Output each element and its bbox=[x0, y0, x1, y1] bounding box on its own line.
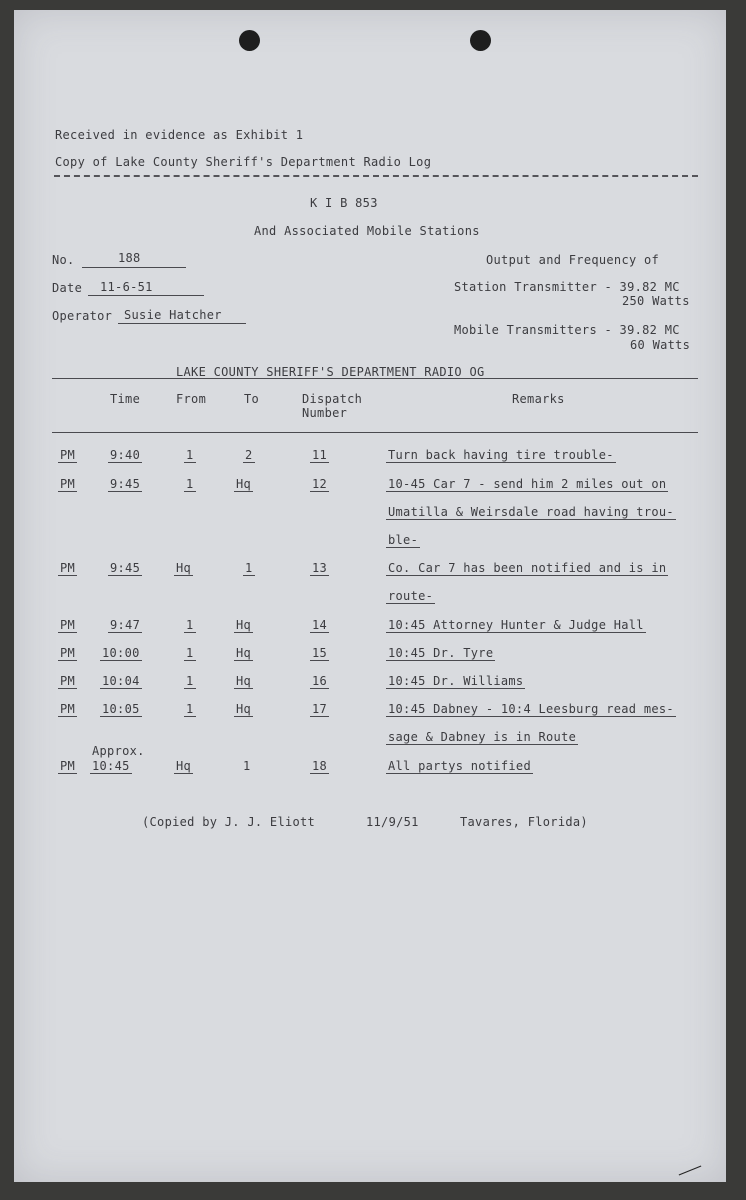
ampm-cell: PM bbox=[60, 618, 76, 632]
log-title: LAKE COUNTY SHERIFF'S DEPARTMENT RADIO OG bbox=[176, 365, 485, 379]
remarks-line: Turn back having tire trouble- bbox=[388, 448, 614, 462]
mobile-watts: 60 Watts bbox=[630, 338, 691, 352]
date-label: Date bbox=[52, 281, 83, 295]
col-number: Number bbox=[302, 406, 348, 420]
col-time: Time bbox=[110, 392, 141, 406]
remarks-line: Co. Car 7 has been notified and is in bbox=[388, 561, 667, 575]
ampm-cell: PM bbox=[60, 702, 76, 716]
copied-by: (Copied by J. J. Eliott bbox=[142, 815, 316, 829]
ampm-cell: PM bbox=[60, 561, 76, 575]
output-heading: Output and Frequency of bbox=[486, 253, 660, 267]
time-cell: 9:45 bbox=[110, 561, 141, 575]
dispatch-cell: 14 bbox=[312, 618, 328, 632]
remarks-line: route- bbox=[388, 589, 434, 603]
dispatch-cell: 16 bbox=[312, 674, 328, 688]
time-note: Approx. bbox=[92, 744, 145, 758]
to-cell: 2 bbox=[245, 448, 253, 462]
remarks-line: 10:45 Dr. Williams bbox=[388, 674, 524, 688]
to-cell: 1 bbox=[243, 759, 251, 773]
operator-label: Operator bbox=[52, 309, 113, 323]
dispatch-cell: 17 bbox=[312, 702, 328, 716]
punch-hole bbox=[470, 30, 491, 51]
to-cell: Hq bbox=[236, 646, 252, 660]
ampm-cell: PM bbox=[60, 448, 76, 462]
from-cell: 1 bbox=[186, 702, 194, 716]
to-cell: Hq bbox=[236, 702, 252, 716]
from-cell: 1 bbox=[186, 618, 194, 632]
ampm-cell: PM bbox=[60, 674, 76, 688]
to-cell: Hq bbox=[236, 477, 252, 491]
from-cell: 1 bbox=[186, 674, 194, 688]
mobile-transmitters: Mobile Transmitters - 39.82 MC bbox=[454, 323, 680, 337]
from-cell: Hq bbox=[176, 561, 192, 575]
remarks-line: 10:45 Dr. Tyre bbox=[388, 646, 494, 660]
col-remarks: Remarks bbox=[512, 392, 565, 406]
copied-date: 11/9/51 bbox=[366, 815, 419, 829]
to-cell: Hq bbox=[236, 674, 252, 688]
exhibit-line: Received in evidence as Exhibit 1 bbox=[55, 128, 304, 142]
station-watts: 250 Watts bbox=[622, 294, 690, 308]
remarks-line: 10-45 Car 7 - send him 2 miles out on bbox=[388, 477, 667, 491]
ampm-cell: PM bbox=[60, 646, 76, 660]
dispatch-cell: 12 bbox=[312, 477, 328, 491]
dashed-divider bbox=[54, 175, 698, 177]
operator-value: Susie Hatcher bbox=[124, 308, 222, 322]
time-cell: 9:45 bbox=[110, 477, 141, 491]
document-page bbox=[14, 10, 726, 1182]
station-transmitter: Station Transmitter - 39.82 MC bbox=[454, 280, 680, 294]
no-label: No. bbox=[52, 253, 75, 267]
time-cell: 9:47 bbox=[110, 618, 141, 632]
copied-place: Tavares, Florida) bbox=[460, 815, 588, 829]
pencil-mark bbox=[679, 1166, 702, 1176]
remarks-line: sage & Dabney is in Route bbox=[388, 730, 577, 744]
ampm-cell: PM bbox=[60, 477, 76, 491]
remarks-line: Umatilla & Weirsdale road having trou- bbox=[388, 505, 674, 519]
to-cell: Hq bbox=[236, 618, 252, 632]
to-cell: 1 bbox=[245, 561, 253, 575]
dispatch-cell: 13 bbox=[312, 561, 328, 575]
copy-line: Copy of Lake County Sheriff's Department Radio Log bbox=[55, 155, 432, 169]
from-cell: Hq bbox=[176, 759, 192, 773]
dispatch-cell: 18 bbox=[312, 759, 328, 773]
punch-hole bbox=[239, 30, 260, 51]
time-cell: 10:05 bbox=[102, 702, 140, 716]
call-sign: K I B 853 bbox=[310, 196, 378, 210]
col-to: To bbox=[244, 392, 260, 406]
from-cell: 1 bbox=[186, 477, 194, 491]
date-value: 11-6-51 bbox=[100, 280, 153, 294]
time-cell: 10:45 bbox=[92, 759, 130, 773]
remarks-line: All partys notified bbox=[388, 759, 531, 773]
remarks-line: 10:45 Attorney Hunter & Judge Hall bbox=[388, 618, 644, 632]
time-cell: 10:00 bbox=[102, 646, 140, 660]
station-subtitle: And Associated Mobile Stations bbox=[254, 224, 480, 238]
time-cell: 9:40 bbox=[110, 448, 141, 462]
col-from: From bbox=[176, 392, 207, 406]
header-rule bbox=[52, 432, 698, 433]
from-cell: 1 bbox=[186, 448, 194, 462]
from-cell: 1 bbox=[186, 646, 194, 660]
dispatch-cell: 11 bbox=[312, 448, 328, 462]
dispatch-cell: 15 bbox=[312, 646, 328, 660]
time-cell: 10:04 bbox=[102, 674, 140, 688]
col-dispatch: Dispatch bbox=[302, 392, 363, 406]
no-value: 188 bbox=[118, 251, 141, 265]
remarks-line: 10:45 Dabney - 10:4 Leesburg read mes- bbox=[388, 702, 674, 716]
title-rule bbox=[52, 378, 698, 379]
remarks-line: ble- bbox=[388, 533, 419, 547]
ampm-cell: PM bbox=[60, 759, 76, 773]
